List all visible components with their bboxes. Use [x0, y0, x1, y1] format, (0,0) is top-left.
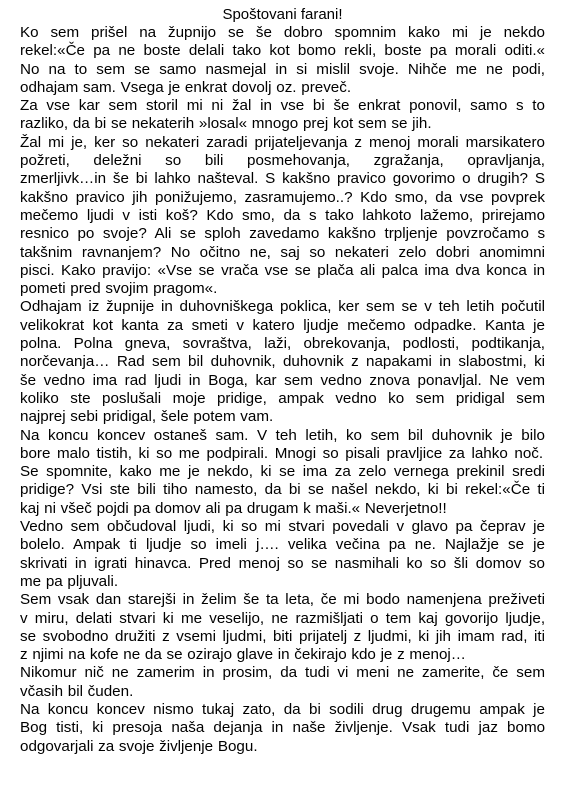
- letter-body: [20, 24, 545, 756]
- text-line: odgovarjali za svoje življenje Bogu.: [20, 737, 258, 755]
- text-line: Sem vsak dan starejši in želim še ta leta, če mi bodo namenjena preživeti: [20, 591, 545, 609]
- text-line: Odhajam iz župnije in duhovniškega poklica, ker sem se v teh letih počutil: [20, 298, 545, 316]
- text-line: kaj ni všeč pojdi pa domov ali pa drugam k maši.« Neverjetno!!: [20, 499, 447, 517]
- text-line: takšnim ravnanjem? No očitno ne, saj so nekateri zelo dobri anomimni: [20, 243, 545, 261]
- text-line: skrivati in igrati hinavca. Pred menoj so se nasmihali ko so šli domov so: [20, 554, 545, 572]
- text-line: zmerljivk…in še bi lahko našteval. S kakšno pravico govorimo o drugih? S: [20, 170, 545, 188]
- text-line: pridige? Vsi ste bili tiho namesto, da bi se našel nekdo, ki bi rekel:«Če ti: [20, 481, 546, 499]
- letter-title: Spoštovani farani!: [222, 6, 343, 23]
- text-line: bolelo. Ampak ti ljudje so imeli j…. velika večina pa ne. Najlažje se je: [20, 536, 545, 554]
- text-line: Na koncu koncev ostaneš sam. V teh letih, ko sem bil duhovnik je bilo: [20, 426, 545, 444]
- text-line: resnico po svoje? Ali se sploh zavedamo kakšno trpljenje povzročamo s: [20, 225, 546, 243]
- text-line: se svobodno družiti z vsemi ljudmi, biti prijatelj z ljudmi, ki jih imam rad, iti: [20, 627, 545, 645]
- text-line: še vedno ima rad ljudi in Boga, kar sem vedno znova ponavljal. Ne vem: [20, 371, 546, 389]
- text-line: norčevanja… Rad sem bil duhovnik, duhovnik z napakami in slabostmi, ki: [20, 353, 546, 371]
- letter-paragraph: [20, 24, 545, 97]
- text-line: pometi pred svojim pragom«.: [20, 280, 218, 298]
- letter-paragraph: [20, 664, 545, 701]
- text-line: Na koncu koncev nismo tukaj zato, da bi sodili drug drugemu ampak je: [20, 700, 545, 718]
- text-line: koliko ste poslušali moje pridige, ampak vedno ko sem pridigal sem: [20, 389, 545, 407]
- text-line: Za vse kar sem storil mi ni žal in vse bi še enkrat ponovil, samo s to: [20, 97, 545, 115]
- text-line: velikokrat kot kanta za smeti v katero ljudje mečemo odpadke. Kanta je: [20, 316, 545, 334]
- text-line: rekel:«Če pa ne boste delali tako kot bomo rekli, boste pa morali oditi.«: [20, 42, 545, 60]
- text-line: Žal mi je, ker so nekateri zaradi prijateljevanja z menoj morali marsikatero: [20, 133, 545, 151]
- letter-paragraph: [20, 701, 545, 756]
- text-line: me pa pljuvali.: [20, 572, 119, 590]
- text-line: včasih bil čuden.: [20, 682, 134, 700]
- text-line: kakšno pravico jih ponižujemo, zasramujemo..? Kdo smo, da vse povprek: [20, 188, 546, 206]
- text-line: mečemo ljudi v isti koš? Kdo smo, da s tako lahkoto lažemo, prirejamo: [20, 206, 546, 224]
- text-line: z njimi na kofe ne da se ozirajo glave in čekirajo kdo je z menoj…: [20, 646, 466, 664]
- text-line: Vedno sem občudoval ljudi, ki so mi stvari povedali v glavo pa čeprav je: [20, 518, 546, 536]
- text-line: pisci. Kako pravijo: «Vse se vrača vse se plača ali palca ima dva konca in: [20, 261, 546, 279]
- text-line: bore malo tistih, ki so me podpirali. Mnogi so pisali pravljice za lahko noč.: [20, 444, 544, 462]
- letter-paragraph: [20, 97, 545, 134]
- text-line: požreti, deležni so bili posmehovanja, zgražanja, opravljanja,: [20, 152, 546, 170]
- text-line: No na to sem se samo nasmejal in si mislil svoje. Nihče me ne podi,: [20, 60, 545, 78]
- letter-paragraph: [20, 134, 545, 299]
- letter-paragraph: [20, 591, 545, 664]
- letter-paragraph: [20, 298, 545, 426]
- letter-paragraph: [20, 427, 545, 518]
- text-line: Bog tisti, ki presoja naša dejanja in naše življenje. Vsak tudi jaz bomo: [20, 719, 546, 737]
- text-line: najprej sebi pridigal, šele potem vam.: [20, 408, 274, 426]
- letter-paragraph: [20, 518, 545, 591]
- text-line: v miru, delati stvari ki me veselijo, ne razmišljati o tem kaj govorijo ljudje,: [20, 609, 546, 627]
- text-line: polna. Polna gneva, sovraštva, laži, obrekovanja, podlosti, podtikanja,: [20, 335, 545, 353]
- text-line: Nikomur nič ne zamerim in prosim, da tudi vi meni ne zamerite, če sem: [20, 664, 545, 682]
- text-line: Se spomnite, kako me je nekdo, ki se ima za zelo vernega prekinil sredi: [20, 463, 545, 481]
- text-line: razliko, da bi se nekaterih »losal« mnogo prej kot sem se jih.: [20, 115, 432, 133]
- text-line: Ko sem prišel na župnijo se še dobro spomnim kako mi je nekdo: [20, 24, 545, 41]
- text-line: odhajam sam. Vsega je enkrat dovolj oz. preveč.: [20, 78, 352, 96]
